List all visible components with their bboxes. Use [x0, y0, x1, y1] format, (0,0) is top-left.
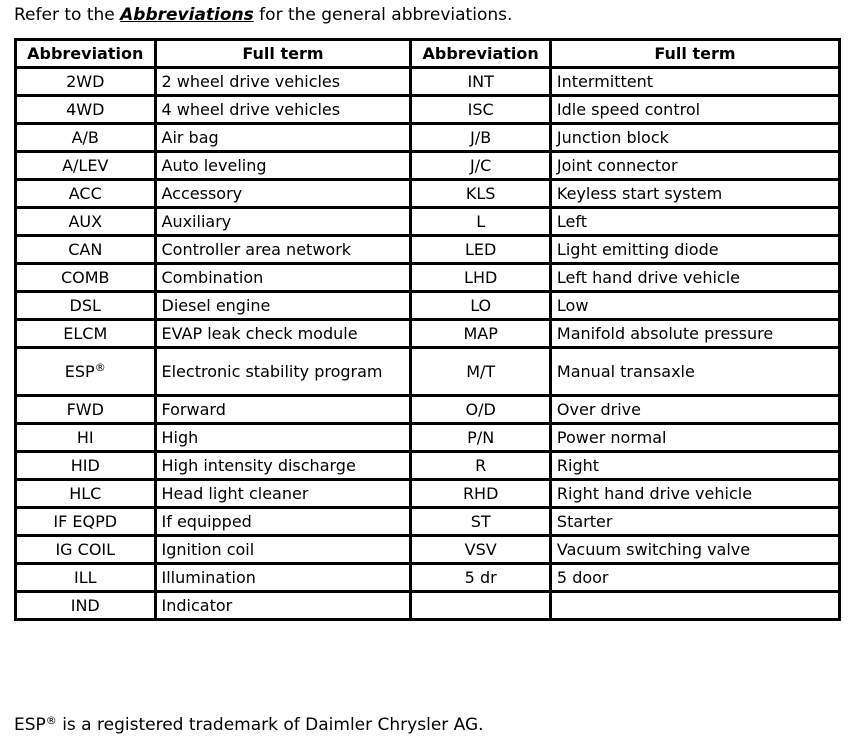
full-term-cell: Right: [550, 452, 839, 480]
table-row: [16, 68, 840, 96]
full-term-cell: Air bag: [155, 124, 411, 152]
table-row: [16, 452, 840, 480]
full-term-cell: If equipped: [155, 508, 411, 536]
full-term-cell: Manual transaxle: [550, 348, 839, 396]
full-term-cell: 4 wheel drive vehicles: [155, 96, 411, 124]
abbreviation-cell: P/N: [411, 424, 551, 452]
header-abbreviation-left: Abbreviation: [16, 40, 156, 68]
intro-text: [14, 4, 512, 26]
full-term-cell: Starter: [550, 508, 839, 536]
table-row: [16, 508, 840, 536]
header-full-term-right: Full term: [550, 40, 839, 68]
abbreviation-cell: J/B: [411, 124, 551, 152]
full-term-cell: Auxiliary: [155, 208, 411, 236]
full-term-cell: High: [155, 424, 411, 452]
abbreviation-cell: R: [411, 452, 551, 480]
abbreviation-cell: CAN: [16, 236, 156, 264]
table-row: [16, 348, 840, 396]
full-term-cell: 5 door: [550, 564, 839, 592]
table-row: [16, 480, 840, 508]
full-term-cell: Combination: [155, 264, 411, 292]
full-term-cell: Forward: [155, 396, 411, 424]
abbreviation-cell: RHD: [411, 480, 551, 508]
abbreviation-cell: LO: [411, 292, 551, 320]
full-term-cell: Ignition coil: [155, 536, 411, 564]
table-row: [16, 592, 840, 620]
full-term-cell: Over drive: [550, 396, 839, 424]
registered-mark: ®: [94, 360, 106, 374]
abbreviation-cell: ACC: [16, 180, 156, 208]
abbreviation-cell: LHD: [411, 264, 551, 292]
full-term-cell: Joint connector: [550, 152, 839, 180]
full-term-cell: Manifold absolute pressure: [550, 320, 839, 348]
abbreviation-cell: L: [411, 208, 551, 236]
table-row: [16, 152, 840, 180]
full-term-cell: Illumination: [155, 564, 411, 592]
full-term-cell: Accessory: [155, 180, 411, 208]
full-term-cell: Left: [550, 208, 839, 236]
abbreviation-cell: 5 dr: [411, 564, 551, 592]
abbreviation-cell: M/T: [411, 348, 551, 396]
full-term-cell: Electronic stability program: [155, 348, 411, 396]
full-term-cell: Left hand drive vehicle: [550, 264, 839, 292]
full-term-cell: Junction block: [550, 124, 839, 152]
abbreviation-cell: FWD: [16, 396, 156, 424]
abbreviations-link[interactable]: Abbreviations: [120, 5, 254, 25]
abbreviation-cell: IND: [16, 592, 156, 620]
full-term-cell: Low: [550, 292, 839, 320]
full-term-cell: Light emitting diode: [550, 236, 839, 264]
abbreviation-cell: ILL: [16, 564, 156, 592]
footnote-term: ESP: [14, 715, 46, 735]
footnote-registered-mark: ®: [45, 714, 57, 727]
abbreviation-cell: IF EQPD: [16, 508, 156, 536]
abbreviation-cell: HID: [16, 452, 156, 480]
full-term-cell: Vacuum switching valve: [550, 536, 839, 564]
abbreviation-cell: INT: [411, 68, 551, 96]
table-row: [16, 96, 840, 124]
table-row: [16, 236, 840, 264]
abbreviation-cell: KLS: [411, 180, 551, 208]
full-term-cell: Controller area network: [155, 236, 411, 264]
full-term-cell: Right hand drive vehicle: [550, 480, 839, 508]
abbreviation-cell: 4WD: [16, 96, 156, 124]
abbreviation-cell: ISC: [411, 96, 551, 124]
intro-suffix: for the general abbreviations.: [253, 5, 513, 25]
header-full-term-left: Full term: [155, 40, 411, 68]
full-term-cell: 2 wheel drive vehicles: [155, 68, 411, 96]
abbreviation-cell: ELCM: [16, 320, 156, 348]
full-term-cell: Auto leveling: [155, 152, 411, 180]
abbreviation-cell: DSL: [16, 292, 156, 320]
abbreviation-cell: A/B: [16, 124, 156, 152]
intro-prefix: Refer to the: [14, 5, 121, 25]
abbreviation-table: [14, 38, 841, 621]
full-term-cell: EVAP leak check module: [155, 320, 411, 348]
table-row: [16, 396, 840, 424]
abbreviation-cell: A/LEV: [16, 152, 156, 180]
abbreviation-cell: O/D: [411, 396, 551, 424]
table-row: [16, 124, 840, 152]
table-row: [16, 564, 840, 592]
table-row: [16, 180, 840, 208]
table-header-row: [16, 40, 840, 68]
abbreviation-cell: HI: [16, 424, 156, 452]
abbreviation-cell: HLC: [16, 480, 156, 508]
full-term-cell: Indicator: [155, 592, 411, 620]
full-term-cell: [550, 592, 839, 620]
full-term-cell: Keyless start system: [550, 180, 839, 208]
abbreviation-cell: LED: [411, 236, 551, 264]
table-row: [16, 264, 840, 292]
abbreviation-cell: MAP: [411, 320, 551, 348]
abbreviation-cell: ST: [411, 508, 551, 536]
table-row: [16, 536, 840, 564]
abbreviation-cell: AUX: [16, 208, 156, 236]
table-row: [16, 208, 840, 236]
footnote-text: is a registered trademark of Daimler Chrysler AG.: [56, 715, 484, 735]
full-term-cell: Diesel engine: [155, 292, 411, 320]
abbreviation-cell: COMB: [16, 264, 156, 292]
abbreviation-cell: J/C: [411, 152, 551, 180]
full-term-cell: Intermittent: [550, 68, 839, 96]
header-abbreviation-right: Abbreviation: [411, 40, 551, 68]
table-row: [16, 292, 840, 320]
table-row: [16, 320, 840, 348]
trademark-footnote: [14, 714, 484, 736]
abbreviation-cell: VSV: [411, 536, 551, 564]
esp-term: ESP: [64, 361, 95, 381]
full-term-cell: Head light cleaner: [155, 480, 411, 508]
abbreviation-cell: IG COIL: [16, 536, 156, 564]
abbreviation-cell: [411, 592, 551, 620]
table-row: [16, 424, 840, 452]
full-term-cell: Power normal: [550, 424, 839, 452]
full-term-cell: High intensity discharge: [155, 452, 411, 480]
abbreviation-cell: 2WD: [16, 68, 156, 96]
full-term-cell: Idle speed control: [550, 96, 839, 124]
abbreviation-cell: [16, 348, 156, 396]
